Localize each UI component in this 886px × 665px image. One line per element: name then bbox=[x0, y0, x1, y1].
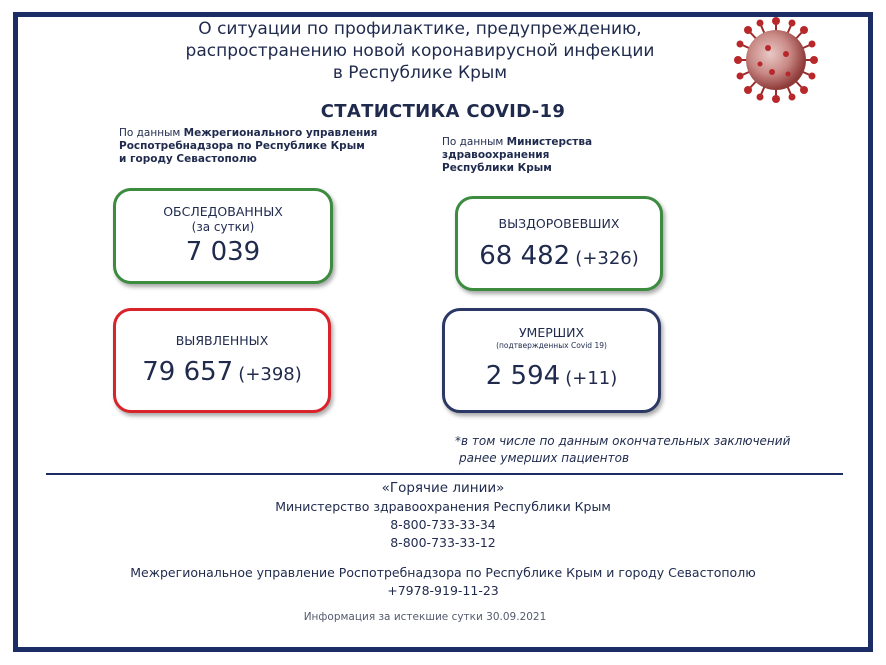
footnote bbox=[455, 433, 835, 467]
recovered-value: 68 482 bbox=[479, 241, 571, 271]
hotlines-phone-2: 8-800-733-33-12 bbox=[390, 535, 496, 550]
footnote-line-1: *в том числе по данным окончательных заключений bbox=[455, 434, 791, 448]
footnote-line-2: ранее умерших пациентов bbox=[459, 451, 630, 465]
deaths-sub: (подтвержденных Covid 19) bbox=[496, 341, 607, 350]
deaths-value: 2 594 bbox=[485, 361, 561, 391]
hotlines-title: «Горячие линии» bbox=[381, 480, 505, 496]
tested-value: 7 039 bbox=[185, 237, 261, 267]
source-left-prefix: По данным bbox=[119, 127, 181, 139]
detected-label: ВЫЯВЛЕННЫХ bbox=[175, 333, 269, 348]
header-line-2: распространению новой коронавирусной инфекции bbox=[185, 41, 655, 61]
source-right-prefix: По данным bbox=[442, 136, 504, 148]
deaths-label: УМЕРШИХ bbox=[518, 325, 585, 340]
recovered-label: ВЫЗДОРОВЕВШИХ bbox=[498, 216, 620, 231]
source-left-org-3: и городу Севастополю bbox=[119, 153, 257, 165]
stats-title: СТАТИСТИКА COVID-19 bbox=[320, 101, 566, 122]
deaths-card bbox=[442, 308, 661, 413]
tested-sub: (за сутки) bbox=[191, 220, 255, 234]
header-title bbox=[120, 18, 720, 84]
deaths-delta: (+11) bbox=[565, 368, 618, 389]
recovered-delta: (+326) bbox=[575, 248, 639, 269]
source-right-org-1: Министерства здравоохранения bbox=[442, 136, 593, 161]
detected-value: 79 657 bbox=[142, 357, 234, 387]
source-left-org-1: Межрегионального управления bbox=[183, 127, 378, 139]
detected-card bbox=[113, 308, 331, 413]
source-left-org-2: Роспотребнадзора по Республике Крым bbox=[119, 140, 365, 152]
hotlines-rospotreb: Межрегиональное управление Роспотребнадзора по Республике Крым и городу Севастополю bbox=[130, 565, 756, 580]
source-rospotreb bbox=[119, 127, 379, 166]
source-right-org-2: Республики Крым bbox=[442, 162, 552, 174]
tested-label: ОБСЛЕДОВАННЫХ bbox=[163, 204, 283, 219]
coronavirus-icon bbox=[728, 16, 824, 104]
source-ministry bbox=[442, 136, 702, 175]
hotlines-ministry: Министерство здравоохранения Республики Крым bbox=[275, 499, 611, 514]
section-divider bbox=[46, 473, 843, 475]
recovered-card bbox=[455, 196, 663, 291]
hotlines-phone-1: 8-800-733-33-34 bbox=[390, 517, 496, 532]
info-date: Информация за истекшие сутки 30.09.2021 bbox=[303, 611, 547, 623]
hotlines-phone-3: +7978-919-11-23 bbox=[387, 583, 499, 598]
header-line-1: О ситуации по профилактике, предупреждению, bbox=[198, 19, 642, 39]
tested-card bbox=[113, 188, 333, 284]
header-line-3: в Республике Крым bbox=[332, 63, 508, 83]
detected-delta: (+398) bbox=[238, 364, 302, 385]
